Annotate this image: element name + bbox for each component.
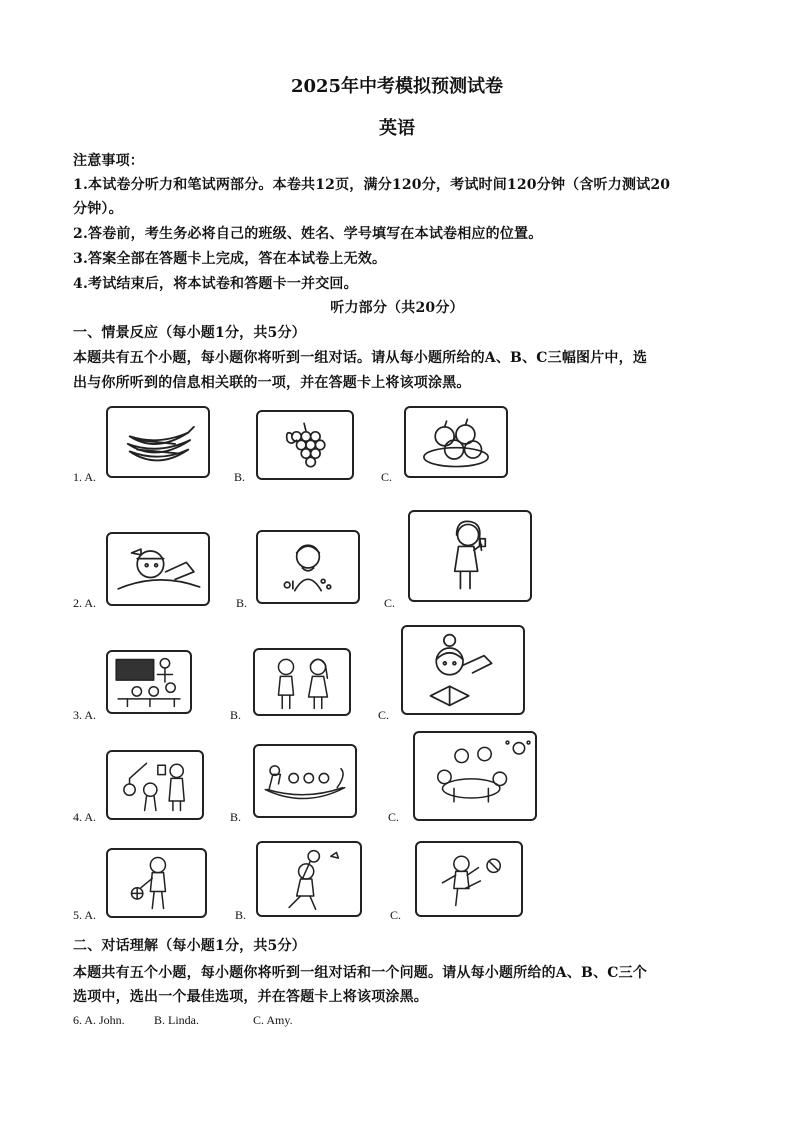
q5-option-b-label: B. (235, 908, 247, 922)
girl-reading-book-icon (401, 625, 525, 715)
bananas-icon (106, 406, 210, 478)
q2-option-b-label: B. (236, 596, 248, 610)
classroom-icon (106, 650, 192, 714)
q6-option-a: 6. A. John. (73, 1013, 125, 1027)
q1-option-a-label: 1. A. (73, 470, 97, 484)
section2-instruction-cont: 选项中，选出一个最佳选项，并在答题卡上将该项涂黑。 (73, 989, 428, 1005)
basketball-boy-icon (106, 848, 207, 918)
note-item-1: 1.本试卷分听力和笔试两部分。本卷共12页，满分120分，考试时间120分钟（含听力测试20 (73, 177, 671, 193)
dragon-boat-icon (253, 744, 357, 818)
q5-option-a-label: 5. A. (73, 908, 97, 922)
boy-and-girl-talking-icon (253, 648, 351, 716)
notes-heading: 注意事项： (73, 153, 144, 169)
q3-option-a-label: 3. A. (73, 708, 97, 722)
note-item-4: 4.考试结束后，将本试卷和答题卡一并交回。 (73, 276, 358, 292)
q6-option-b: B. Linda. (154, 1013, 199, 1027)
q2-option-c-label: C. (384, 596, 396, 610)
section2-instruction: 本题共有五个小题，每小题你将听到一组对话和一个问题。请从每小题所给的A、B、C三个 (73, 965, 648, 981)
note-item-3: 3.答案全部在答题卡上完成，答在本试卷上无效。 (73, 251, 387, 267)
family-dinner-icon (413, 731, 537, 821)
q2-option-a-label: 2. A. (73, 596, 97, 610)
exam-title: 2025年中考模拟预测试卷 (290, 76, 504, 97)
q3-option-b-label: B. (230, 708, 242, 722)
q1-option-c-label: C. (381, 470, 393, 484)
volleyball-girl-icon (256, 841, 362, 917)
section2-heading: 二、对话理解（每小题1分，共5分） (73, 938, 306, 954)
soccer-boy-icon (415, 841, 523, 917)
q1-option-b-label: B. (234, 470, 246, 484)
q4-option-c-label: C. (388, 810, 400, 824)
section1-heading: 一、情景反应（每小题1分，共5分） (73, 325, 306, 341)
apples-icon (404, 406, 508, 478)
q4-option-b-label: B. (230, 810, 242, 824)
section1-instruction-cont: 出与你所听到的信息相关联的一项，并在答题卡上将该项涂黑。 (73, 375, 471, 391)
sick-boy-in-bed-icon (106, 532, 210, 606)
q5-option-c-label: C. (390, 908, 402, 922)
note-item-1-cont: 分钟）。 (73, 201, 123, 217)
listening-title: 听力部分（共20分） (330, 300, 464, 316)
q3-option-c-label: C. (378, 708, 390, 722)
lantern-festival-icon (106, 750, 204, 820)
coughing-girl-icon (256, 530, 360, 604)
subject-title: 英语 (379, 118, 415, 139)
section1-instruction: 本题共有五个小题，每小题你将听到一组对话。请从每小题所给的A、B、C三幅图片中，选 (73, 350, 648, 366)
note-item-2: 2.答卷前，考生务必将自己的班级、姓名、学号填写在本试卷相应的位置。 (73, 226, 543, 242)
girl-with-medicine-icon (408, 510, 532, 602)
q6-option-c: C. Amy. (253, 1013, 293, 1027)
q4-option-a-label: 4. A. (73, 810, 97, 824)
grapes-icon (256, 410, 354, 480)
